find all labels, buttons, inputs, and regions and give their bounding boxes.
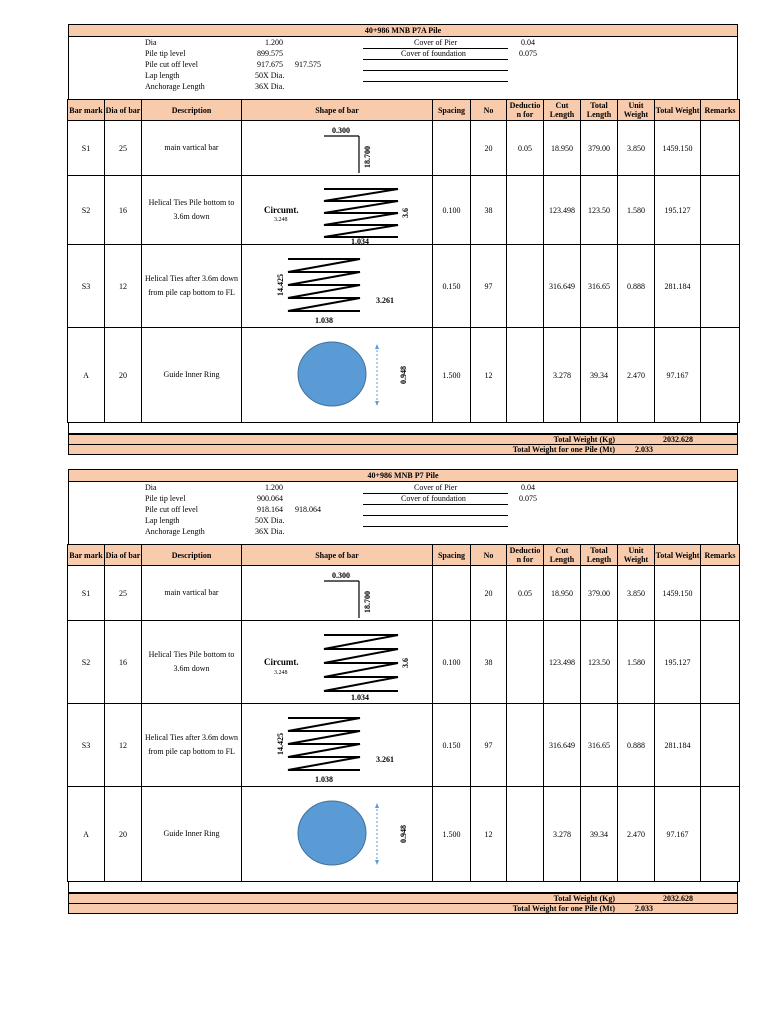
description-cell: main vartical bar: [142, 566, 242, 621]
spacing-cell: 0.100: [433, 176, 471, 245]
bar-mark-cell: S2: [68, 621, 105, 704]
shape-dim-right: 3.261: [376, 755, 394, 764]
no-cell: 12: [471, 328, 507, 423]
lap-label: Lap length: [145, 71, 180, 80]
total-weight-label: Total Weight (Kg): [553, 435, 615, 444]
divider: [363, 504, 508, 505]
unit-weight-cell: 2.470: [618, 328, 655, 423]
deduction-cell: [507, 176, 544, 245]
header-spacing: Spacing: [433, 545, 471, 566]
total-weight-cell: 195.127: [655, 621, 701, 704]
spacing-cell: [433, 121, 471, 176]
no-cell: 97: [471, 704, 507, 787]
total-weight-mt-row: [68, 904, 738, 914]
cover-pier-label: Cover of Pier: [414, 483, 458, 492]
cut-length-cell: 3.278: [544, 328, 581, 423]
lap-label: Lap length: [145, 516, 180, 525]
table-row: [68, 787, 740, 882]
tip-label: Pile tip level: [145, 494, 186, 503]
remarks-cell: [701, 704, 740, 787]
shape-dim-base: 1.038: [315, 775, 333, 784]
divider: [363, 48, 508, 49]
no-cell: 20: [471, 566, 507, 621]
remarks-cell: [701, 245, 740, 328]
cover-pier-label: Cover of Pier: [414, 38, 458, 47]
straight-bar-shape-icon: [242, 121, 432, 175]
bar-bending-schedule-sheet-1: [68, 24, 738, 455]
total-weight-cell: 195.127: [655, 176, 701, 245]
table-row: [68, 245, 740, 328]
spacing-cell: [433, 566, 471, 621]
header-bar-mark: Bar mark: [68, 545, 105, 566]
helical-tie-shape-icon: [242, 704, 432, 786]
shape-dim-base: 1.038: [315, 316, 333, 325]
header-shape: Shape of bar: [242, 100, 433, 121]
dia-cell: 25: [105, 566, 142, 621]
cutoff-label: Pile cut off level: [145, 60, 198, 69]
deduction-cell: [507, 704, 544, 787]
no-cell: 20: [471, 121, 507, 176]
description-cell: Helical Ties Pile bottom to 3.6m down: [142, 176, 242, 245]
spacing-cell: 0.150: [433, 704, 471, 787]
divider: [363, 515, 508, 516]
divider: [363, 81, 508, 82]
shape-dim-right: 3.261: [376, 296, 394, 305]
description-cell: Guide Inner Ring: [142, 328, 242, 423]
cut-length-cell: 123.498: [544, 621, 581, 704]
table-header-row: [68, 100, 740, 121]
sheet-title: 40+986 MNB P7 Pile: [68, 469, 738, 482]
total-weight-kg-row: [68, 893, 738, 904]
no-cell: 38: [471, 621, 507, 704]
dia-cell: 20: [105, 328, 142, 423]
cut-length-cell: 123.498: [544, 176, 581, 245]
shape-dim-base: 1.034: [351, 693, 369, 702]
description-cell: Helical Ties after 3.6m down from pile cap bottom to FL: [142, 704, 242, 787]
dia-cell: 25: [105, 121, 142, 176]
total-mt-value: 2.033: [635, 904, 653, 913]
shape-cell: [242, 704, 433, 787]
totals-block: [68, 434, 738, 455]
bar-mark-cell: A: [68, 328, 105, 423]
anchor-value: 36X Dia.: [255, 82, 285, 91]
totals-block: [68, 893, 738, 914]
remarks-cell: [701, 121, 740, 176]
tip-label: Pile tip level: [145, 49, 186, 58]
unit-weight-cell: 3.850: [618, 121, 655, 176]
bar-mark-cell: S3: [68, 704, 105, 787]
dia-value: 1.200: [265, 483, 283, 492]
table-row: [68, 328, 740, 423]
description-cell: Guide Inner Ring: [142, 787, 242, 882]
total-weight-cell: 281.184: [655, 245, 701, 328]
total-mt-value: 2.033: [635, 445, 653, 454]
shape-dim-horizontal: 0.300: [332, 126, 350, 135]
shape-cell: [242, 621, 433, 704]
header-deduction: Deductio n for: [507, 545, 544, 566]
header-no: No: [471, 100, 507, 121]
shape-cell: [242, 121, 433, 176]
total-length-cell: 316.65: [581, 704, 618, 787]
schedule-table: [67, 544, 740, 882]
header-spacing: Spacing: [433, 100, 471, 121]
bar-mark-cell: S1: [68, 566, 105, 621]
cutoff-value-2: 918.064: [295, 505, 321, 514]
bar-bending-schedule-sheet-2: [68, 469, 738, 914]
header-remarks: Remarks: [701, 100, 740, 121]
shape-dim-base: 1.034: [351, 237, 369, 244]
unit-weight-cell: 1.580: [618, 176, 655, 245]
header-cut-length: Cut Length: [544, 100, 581, 121]
cover-pier-value: 0.04: [521, 483, 535, 492]
header-bar-mark: Bar mark: [68, 100, 105, 121]
unit-weight-cell: 1.580: [618, 621, 655, 704]
deduction-cell: 0.05: [507, 566, 544, 621]
total-mt-label: Total Weight for one Pile (Mt): [512, 904, 615, 913]
cutoff-value-2: 917.575: [295, 60, 321, 69]
unit-weight-cell: 0.888: [618, 704, 655, 787]
cut-length-cell: 316.649: [544, 245, 581, 328]
table-row: [68, 566, 740, 621]
dia-cell: 16: [105, 621, 142, 704]
remarks-cell: [701, 328, 740, 423]
deduction-cell: 0.05: [507, 121, 544, 176]
header-unit-weight: Unit Weight: [618, 100, 655, 121]
total-weight-label: Total Weight (Kg): [553, 894, 615, 903]
header-shape: Shape of bar: [242, 545, 433, 566]
dia-cell: 20: [105, 787, 142, 882]
no-cell: 12: [471, 787, 507, 882]
description-cell: main vartical bar: [142, 121, 242, 176]
bar-mark-cell: A: [68, 787, 105, 882]
tip-value: 899.575: [257, 49, 283, 58]
pile-info-block: [68, 482, 738, 544]
cut-length-cell: 3.278: [544, 787, 581, 882]
dia-cell: 12: [105, 245, 142, 328]
shape-dim-vertical: 18.700: [363, 591, 372, 613]
cut-length-cell: 18.950: [544, 121, 581, 176]
header-remarks: Remarks: [701, 545, 740, 566]
no-cell: 97: [471, 245, 507, 328]
table-header-row: [68, 545, 740, 566]
anchor-label: Anchorage Length: [145, 527, 205, 536]
dia-label: Dia: [145, 38, 157, 47]
lap-value: 50X Dia.: [255, 516, 285, 525]
header-unit-weight: Unit Weight: [618, 545, 655, 566]
remarks-cell: [701, 621, 740, 704]
spacing-cell: 0.150: [433, 245, 471, 328]
shape-dim-horizontal: 0.300: [332, 571, 350, 580]
shape-dim-height: 3.6: [401, 208, 410, 218]
shape-cell: [242, 245, 433, 328]
straight-bar-shape-icon: [242, 566, 432, 620]
shape-dim-vertical: 18.700: [363, 146, 372, 168]
spacing-cell: 1.500: [433, 328, 471, 423]
header-total-length: Total Length: [581, 545, 618, 566]
shape-cell: [242, 566, 433, 621]
table-row: [68, 621, 740, 704]
shape-dim-height: 14.425: [276, 274, 285, 296]
cover-foundation-value: 0.075: [519, 494, 537, 503]
unit-weight-cell: 2.470: [618, 787, 655, 882]
header-no: No: [471, 545, 507, 566]
spacing-cell: 1.500: [433, 787, 471, 882]
helical-tie-shape-icon: [242, 176, 432, 244]
spacer: [68, 882, 738, 893]
cutoff-value: 918.164: [257, 505, 283, 514]
spacer: [68, 423, 738, 434]
remarks-cell: [701, 787, 740, 882]
cover-foundation-label: Cover of foundation: [401, 494, 466, 503]
header-total-length: Total Length: [581, 100, 618, 121]
unit-weight-cell: 0.888: [618, 245, 655, 328]
dia-cell: 16: [105, 176, 142, 245]
cut-length-cell: 18.950: [544, 566, 581, 621]
total-weight-cell: 1459.150: [655, 566, 701, 621]
helical-tie-shape-icon: [242, 245, 432, 327]
shape-cell: [242, 328, 433, 423]
header-cut-length: Cut Length: [544, 545, 581, 566]
deduction-cell: [507, 621, 544, 704]
anchor-label: Anchorage Length: [145, 82, 205, 91]
total-weight-cell: 281.184: [655, 704, 701, 787]
total-length-cell: 123.50: [581, 621, 618, 704]
circumt-label: Circumt.: [264, 205, 299, 215]
total-weight-cell: 1459.150: [655, 121, 701, 176]
helical-tie-shape-icon: [242, 621, 432, 703]
dia-value: 1.200: [265, 38, 283, 47]
anchor-value: 36X Dia.: [255, 527, 285, 536]
table-row: [68, 176, 740, 245]
total-weight-value: 2032.628: [663, 894, 693, 903]
header-description: Description: [142, 545, 242, 566]
total-weight-kg-row: [68, 434, 738, 445]
description-cell: Helical Ties Pile bottom to 3.6m down: [142, 621, 242, 704]
spacing-cell: 0.100: [433, 621, 471, 704]
header-total-weight: Total Weight: [655, 100, 701, 121]
bar-mark-cell: S3: [68, 245, 105, 328]
dia-cell: 12: [105, 704, 142, 787]
remarks-cell: [701, 176, 740, 245]
schedule-table: [67, 99, 740, 423]
circumt-value: 3.248: [274, 670, 288, 676]
circumt-value: 3.248: [274, 217, 288, 223]
deduction-cell: [507, 245, 544, 328]
shape-cell: [242, 176, 433, 245]
guide-ring-shape-icon: [242, 328, 432, 422]
header-dia: Dia of bar: [105, 100, 142, 121]
total-length-cell: 379.00: [581, 121, 618, 176]
cover-foundation-label: Cover of foundation: [401, 49, 466, 58]
cutoff-label: Pile cut off level: [145, 505, 198, 514]
deduction-cell: [507, 787, 544, 882]
shape-dim-height: 14.425: [276, 733, 285, 755]
total-length-cell: 316.65: [581, 245, 618, 328]
circumt-label: Circumt.: [264, 657, 299, 667]
cut-length-cell: 316.649: [544, 704, 581, 787]
bar-mark-cell: S1: [68, 121, 105, 176]
header-total-weight: Total Weight: [655, 545, 701, 566]
deduction-cell: [507, 328, 544, 423]
pile-info-block: [68, 37, 738, 99]
header-description: Description: [142, 100, 242, 121]
total-length-cell: 39.34: [581, 328, 618, 423]
table-row: [68, 121, 740, 176]
lap-value: 50X Dia.: [255, 71, 285, 80]
shape-dim-dia: 0.948: [399, 825, 408, 843]
remarks-cell: [701, 566, 740, 621]
table-row: [68, 704, 740, 787]
shape-cell: [242, 787, 433, 882]
unit-weight-cell: 3.850: [618, 566, 655, 621]
total-length-cell: 379.00: [581, 566, 618, 621]
divider: [363, 59, 508, 60]
cover-foundation-value: 0.075: [519, 49, 537, 58]
header-dia: Dia of bar: [105, 545, 142, 566]
total-length-cell: 123.50: [581, 176, 618, 245]
no-cell: 38: [471, 176, 507, 245]
total-mt-label: Total Weight for one Pile (Mt): [512, 445, 615, 454]
divider: [363, 70, 508, 71]
cutoff-value: 917.675: [257, 60, 283, 69]
tip-value: 900.064: [257, 494, 283, 503]
bar-mark-cell: S2: [68, 176, 105, 245]
total-length-cell: 39.34: [581, 787, 618, 882]
guide-ring-shape-icon: [242, 787, 432, 881]
shape-dim-dia: 0.948: [399, 366, 408, 384]
sheet-title: 40+986 MNB P7A Pile: [68, 24, 738, 37]
divider: [363, 493, 508, 494]
header-deduction: Deductio n for: [507, 100, 544, 121]
total-weight-value: 2032.628: [663, 435, 693, 444]
divider: [363, 526, 508, 527]
total-weight-cell: 97.167: [655, 787, 701, 882]
total-weight-cell: 97.167: [655, 328, 701, 423]
dia-label: Dia: [145, 483, 157, 492]
cover-pier-value: 0.04: [521, 38, 535, 47]
shape-dim-height: 3.6: [401, 658, 410, 668]
description-cell: Helical Ties after 3.6m down from pile cap bottom to FL: [142, 245, 242, 328]
total-weight-mt-row: [68, 445, 738, 455]
